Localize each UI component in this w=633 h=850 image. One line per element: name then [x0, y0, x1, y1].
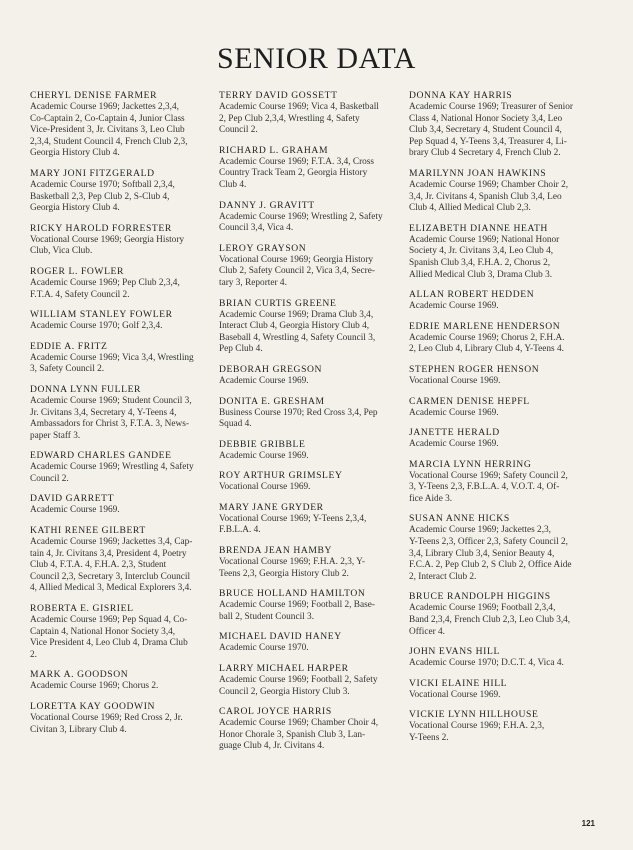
activity-line: tain 4, Jr. Civitans 3,4, President 4, Poetry [30, 548, 187, 559]
activity-line: Vocational Course 1969. [219, 482, 311, 493]
senior-entry [409, 646, 597, 670]
senior-name: BRIAN CURTIS GREENE [219, 297, 337, 309]
activity-line: Academic Course 1969. [30, 505, 120, 516]
activity-line: Civitan 3, Library Club 4. [30, 724, 127, 735]
activity-line: Academic Course 1969; Pep Club 2,3,4, [30, 277, 180, 288]
activity-line: Academic Course 1969; Chamber Choir 4, [219, 718, 379, 729]
activity-line: Academic Course 1969; Jackettes 2,3,4, [30, 102, 179, 112]
senior-entry [409, 709, 597, 744]
activity-line: Academic Course 1969; Chorus 2. [30, 681, 159, 692]
activity-line: Club 2, Safety Council 2, Vica 3,4, Secre- [219, 266, 375, 277]
activity-line: Vocational Course 1969; Safety Council 2, [409, 470, 568, 481]
senior-name: RICKY HAROLD FORRESTER [30, 222, 172, 234]
senior-entry [409, 396, 597, 420]
senior-name: ROBERTA E. GISRIEL [30, 603, 134, 615]
activity-line: Vocational Course 1969. [409, 375, 501, 386]
senior-name: EDWARD CHARLES GANDEE [30, 450, 172, 462]
senior-name: LARRY MICHAEL HARPER [219, 663, 349, 675]
senior-name: MARY JANE GRYDER [219, 501, 324, 513]
activity-line: F.T.A. 4, Safety Council 2. [30, 289, 130, 300]
senior-name: CAROL JOYCE HARRIS [219, 706, 332, 718]
senior-name: BRUCE HOLLAND HAMILTON [219, 588, 366, 600]
senior-entry [219, 588, 407, 623]
senior-name: DONITA E. GRESHAM [219, 395, 325, 407]
activity-line: Club 4, Allied Medical Club 2,3. [409, 203, 531, 214]
activity-line: 3, Safety Council 2. [30, 364, 105, 375]
activity-line: 2, Pep Club 2,3,4, Wrestling 4, Safety [219, 113, 360, 124]
activity-line: tary 3, Reporter 4. [219, 277, 287, 288]
activity-line: 2, Interact Club 2. [409, 571, 477, 582]
activity-line: Academic Course 1969; Vica 3,4, Wrestling [30, 352, 194, 363]
senior-name: ROY ARTHUR GRIMSLEY [219, 470, 343, 482]
senior-name: KATHI RENEE GILBERT [30, 525, 146, 537]
activity-line: Y-Teens 2. [409, 733, 449, 743]
senior-name: ALLAN ROBERT HEDDEN [409, 289, 535, 301]
activity-line: Club, Vica Club. [30, 246, 93, 257]
activity-line: Society 4, Jr. Civitans 3,4, Leo Club 4, [409, 246, 554, 257]
activity-line: Vice-President 3, Jr. Civitans 3, Leo Club [30, 125, 185, 136]
senior-name: MARY JONI FITZGERALD [30, 167, 155, 179]
activity-line: Academic Course 1970; Golf 2,3,4. [30, 321, 163, 332]
activity-line: Honor Chorale 3, Spanish Club 3, Lan- [219, 729, 366, 740]
senior-entry [30, 450, 218, 485]
activity-line: Council 3,4, Vica 4. [219, 223, 294, 234]
activity-line: Band 2,3,4, French Club 2,3, Leo Club 3,4, [409, 615, 571, 626]
senior-name: DEBBIE GRIBBLE [219, 438, 306, 450]
page-number: 121 [581, 819, 595, 828]
activity-line: Interact Club 4, Georgia History Club 4, [219, 321, 370, 332]
activity-line: Academic Course 1969. [409, 407, 499, 418]
senior-entry [30, 341, 218, 376]
activity-line: Teens 2,3, Georgia History Club 2. [219, 568, 349, 579]
activity-line: Academic Course 1969; Pep Squad 4, Co- [30, 615, 188, 626]
senior-entry [219, 663, 407, 698]
senior-entry [30, 669, 218, 693]
activity-line: Council 2. [219, 125, 258, 136]
activity-line: paper Staff 3. [30, 430, 81, 441]
activity-line: F.B.L.A. 4. [219, 525, 261, 536]
senior-entry [219, 396, 407, 431]
activity-line: Academic Course 1969; Drama Club 3,4, [219, 309, 374, 320]
activity-line: Basketball 2,3, Pep Club 2, S-Club 4, [30, 191, 170, 202]
activity-line: Academic Course 1969; Jackettes 3,4, Cap- [30, 537, 193, 548]
senior-name: SUSAN ANNE HICKS [409, 513, 510, 525]
activity-line: Academic Course 1969; Football 2, Base- [219, 600, 375, 611]
activity-line: Vocational Course 1969; Georgia History [219, 254, 374, 265]
activity-line: Club 4. [219, 179, 247, 190]
column-3 [409, 90, 597, 753]
activity-line: Spanish Club 3,4, F.H.A. 2, Chorus 2, [409, 257, 551, 268]
senior-name: VICKI ELAINE HILL [409, 677, 508, 689]
senior-entry [219, 145, 407, 192]
activity-line: Baseball 4, Wrestling 4, Safety Council 3, [219, 332, 376, 343]
activity-line: Academic Course 1969; Chorus 2, F.H.A. [409, 332, 565, 343]
activity-line: Business Course 1970; Red Cross 3,4, Pep [219, 407, 378, 418]
senior-name: RICHARD L. GRAHAM [219, 144, 329, 156]
senior-name: ROGER L. FOWLER [30, 265, 125, 277]
activity-line: Y-Teens 2,3, Officer 2,3, Safety Council 2, [409, 537, 568, 548]
activity-line: Academic Course 1969; Vica 4, Basketball [219, 102, 379, 112]
page-title: SENIOR DATA [217, 42, 416, 75]
senior-entry [30, 384, 218, 442]
senior-entry [30, 525, 218, 595]
activity-line: 4, Allied Medical 3, Medical Explorers 3,4. [30, 583, 192, 594]
senior-entry [409, 168, 597, 215]
senior-entry [409, 364, 597, 388]
activity-line: Class 4, National Honor Society 3,4, Leo [409, 113, 563, 124]
senior-entry [409, 459, 597, 506]
senior-name: JANETTE HERALD [409, 427, 500, 439]
activity-line: Squad 4. [219, 419, 252, 430]
senior-entry [30, 603, 218, 661]
activity-line: Allied Medical Club 3, Drama Club 3. [409, 269, 553, 280]
senior-name: STEPHEN ROGER HENSON [409, 363, 540, 375]
activity-line: Academic Course 1969. [409, 439, 499, 450]
senior-name: WILLIAM STANLEY FOWLER [30, 309, 173, 321]
senior-entry [219, 200, 407, 235]
activity-line: Pep Squad 4, Y-Teens 3,4, Treasurer 4, Li- [409, 136, 567, 147]
senior-entry [30, 223, 218, 258]
activity-line: Academic Course 1969; Jackettes 2,3, [409, 525, 551, 536]
activity-line: ball 2, Student Council 3. [219, 611, 315, 622]
activity-line: Academic Course 1970. [219, 643, 309, 654]
senior-entry [409, 678, 597, 702]
senior-entry [30, 493, 218, 517]
activity-line: Vocational Course 1969; F.H.A. 2,3, Y- [219, 557, 365, 568]
senior-entry [219, 545, 407, 580]
activity-line: Vocational Course 1969; Y-Teens 2,3,4, [219, 513, 367, 524]
senior-entry [409, 321, 597, 356]
activity-line: Academic Course 1969; Wrestling 4, Safety [30, 462, 194, 473]
activity-line: Academic Course 1969. [409, 301, 499, 312]
senior-name: EDDIE A. FRITZ [30, 340, 108, 352]
activity-line: Club 4, F.T.A. 4, F.H.A. 2,3, Student [30, 560, 167, 571]
activity-line: Club 3,4, Secretary 4, Student Council 4, [409, 125, 562, 136]
activity-line: Academic Course 1969; Football 2,3,4, [409, 603, 556, 614]
senior-name: DAVID GARRETT [30, 493, 115, 505]
senior-entry [409, 289, 597, 313]
activity-line: Officer 4. [409, 626, 445, 637]
activity-line: Academic Course 1969; Chamber Choir 2, [409, 179, 569, 190]
activity-line: Co-Captain 2, Co-Captain 4, Junior Class [30, 113, 185, 124]
activity-line: Academic Course 1969; Football 2, Safety [219, 675, 378, 686]
senior-name: TERRY DAVID GOSSETT [219, 90, 338, 101]
activity-line: Vocational Course 1969; Georgia History [30, 234, 185, 245]
senior-name: MARCIA LYNN HERRING [409, 458, 532, 470]
activity-line: brary Club 4 Secretary 4, French Club 2. [409, 148, 561, 159]
senior-entry [409, 591, 597, 638]
senior-entry [30, 309, 218, 333]
senior-entry [409, 513, 597, 583]
activity-line: Academic Course 1970; D.C.T. 4, Vica 4. [409, 658, 564, 669]
activity-line: 3,4, Jr. Civitans 4, Spanish Club 3,4, Leo [409, 191, 562, 202]
senior-name: CHERYL DENISE FARMER [30, 90, 158, 101]
activity-line: Country Track Team 2, Georgia History [219, 168, 368, 179]
activity-line: fice Aide 3. [409, 493, 453, 504]
senior-name: EDRIE MARLENE HENDERSON [409, 320, 561, 332]
activity-line: Academic Course 1969; Wrestling 2, Safety [219, 211, 383, 222]
senior-name: LEROY GRAYSON [219, 242, 307, 254]
activity-line: Georgia History Club 4. [30, 148, 120, 159]
senior-name: ELIZABETH DIANNE HEATH [409, 222, 548, 234]
column-2 [219, 90, 407, 761]
senior-entry [30, 266, 218, 301]
senior-entry [219, 502, 407, 537]
activity-line: Captain 4, National Honor Society 3,4, [30, 626, 176, 637]
activity-line: Academic Course 1969. [219, 375, 309, 386]
activity-line: F.C.A. 2, Pep Club 2, S Club 2, Office Aide [409, 560, 572, 571]
activity-line: Vocational Course 1969. [409, 689, 501, 700]
senior-name: DONNA LYNN FULLER [30, 383, 142, 395]
column-1 [30, 90, 218, 744]
senior-name: DEBORAH GREGSON [219, 363, 323, 375]
senior-name: VICKIE LYNN HILLHOUSE [409, 709, 539, 721]
senior-entry [30, 701, 218, 736]
activity-line: 2,3,4, Student Council 4, French Club 2,3, [30, 136, 188, 147]
activity-line: Council 2,3, Secretary 3, Interclub Council [30, 571, 191, 582]
activity-line: Academic Course 1970; Softball 2,3,4, [30, 179, 175, 190]
senior-name: MARILYNN JOAN HAWKINS [409, 167, 547, 179]
activity-line: Council 2, Georgia History Club 3. [219, 686, 350, 697]
activity-line: guage Club 4, Jr. Civitans 4. [219, 741, 325, 752]
senior-name: MICHAEL DAVID HANEY [219, 631, 342, 643]
activity-line: Council 2. [30, 473, 69, 484]
senior-name: DONNA KAY HARRIS [409, 90, 513, 101]
activity-line: Academic Course 1969; F.T.A. 3,4, Cross [219, 156, 375, 167]
activity-line: 2, Leo Club 4, Library Club 4, Y-Teens 4. [409, 344, 564, 355]
activity-line: Academic Course 1969. [219, 450, 309, 461]
activity-line: 2. [30, 649, 37, 660]
senior-entry [219, 631, 407, 655]
activity-line: Academic Course 1969; National Honor [409, 234, 560, 245]
activity-line: Academic Course 1969; Treasurer of Senior [409, 102, 573, 112]
senior-entry [409, 427, 597, 451]
activity-line: Georgia History Club 4. [30, 203, 120, 214]
activity-line: Vocational Course 1969; Red Cross 2, Jr. [30, 713, 183, 723]
activity-line: Academic Course 1969; Student Council 3, [30, 395, 192, 406]
activity-line: Jr. Civitans 3,4, Secretary 4, Y-Teens 4, [30, 407, 177, 418]
senior-name: CARMEN DENISE HEPFL [409, 395, 530, 407]
senior-name: LORETTA KAY GOODWIN [30, 701, 156, 712]
senior-name: MARK A. GOODSON [30, 669, 129, 681]
activity-line: Vice President 4, Leo Club 4, Drama Club [30, 638, 188, 649]
activity-line: 3,4, Library Club 3,4, Senior Beauty 4, [409, 548, 555, 559]
senior-name: JOHN EVANS HILL [409, 646, 500, 658]
senior-entry [219, 439, 407, 463]
senior-entry [219, 298, 407, 356]
activity-line: Ambassadors for Christ 3, F.T.A. 3, News- [30, 419, 189, 430]
senior-entry [219, 90, 407, 137]
senior-entry [219, 364, 407, 388]
senior-entry [219, 243, 407, 290]
senior-name: BRUCE RANDOLPH HIGGINS [409, 591, 551, 603]
senior-name: DANNY J. GRAVITT [219, 199, 315, 211]
activity-line: 3, Y-Teens 2,3, F.B.L.A. 4, V.O.T. 4, Of- [409, 482, 560, 493]
senior-entry [219, 706, 407, 753]
senior-name: BRENDA JEAN HAMBY [219, 545, 333, 557]
activity-line: Pep Club 4. [219, 344, 263, 355]
senior-entry [219, 470, 407, 494]
activity-line: Vocational Course 1969; F.H.A. 2,3, [409, 721, 545, 732]
senior-entry [30, 168, 218, 215]
senior-entry [409, 90, 597, 160]
senior-entry [30, 90, 218, 160]
senior-entry [409, 223, 597, 281]
